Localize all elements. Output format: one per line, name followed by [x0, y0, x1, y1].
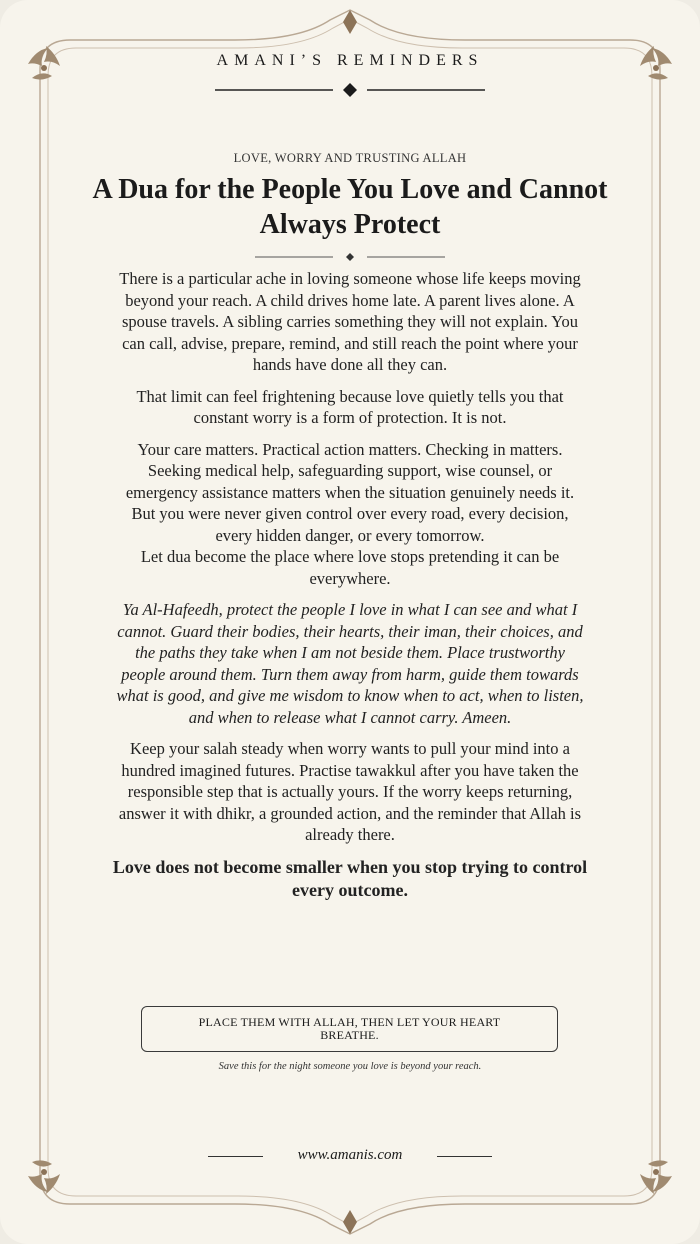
page-title: A Dua for the People You Love and Cannot Always Protect — [92, 174, 608, 240]
paragraph-closing: Keep your salah steady when worry wants to pull your mind into a hundred imagined futures. Practise tawakkul after you have taken the responsible step that is actually yours. If the worry keeps returning, answer it with dhikr, a grounded action, and the reminder that Allah is already there. — [118, 739, 582, 844]
call-to-action-box — [141, 1006, 558, 1052]
category-eyebrow: LOVE, WORRY AND TRUSTING ALLAH — [233, 151, 467, 165]
title-divider — [255, 250, 445, 264]
save-note: Save this for the night someone you love is beyond your reach. — [218, 1061, 482, 1072]
website-link[interactable]: www.amanis.com — [297, 1147, 403, 1163]
article-body — [112, 268, 588, 912]
dua-text: Ya Al-Hafeedh, protect the people I love in what I can see and what I cannot. Guard their bodies, their hearts, their iman, their choices, and the paths they take when I am not beside them. Place trustworthy people around them. Turn them away from harm, guide them towards what is good, and give me wisdom to know when to act, when to listen, and when to release what I cannot carry. Ameen. — [116, 600, 584, 727]
brand-name: AMANI’S REMINDERS — [216, 52, 484, 69]
paragraph-limit: That limit can feel frightening because love quietly tells you that constant worry is a form of protection. It is not. — [136, 386, 564, 427]
call-to-action-text: PLACE THEM WITH ALLAH, THEN LET YOUR HEART BREATHE. — [198, 1015, 501, 1042]
paragraph-intro: There is a particular ache in loving someone whose life keeps moving beyond your reach. A child drives home late. A parent lives alone. A spouse travels. A sibling carries something they will not explain. You can call, advise, prepare, remind, and still reach the point where your hands have done all they can. — [119, 269, 581, 374]
emphasis-statement: Love does not become smaller when you stop trying to control every outcome. — [112, 856, 588, 900]
paragraph-care: Your care matters. Practical action matters. Checking in matters. Seeking medical help, safeguarding support, wise counsel, or emergency assistance matters when the situation genuinely needs it. But you were never given control over every road, every decision, every hidden danger, or every tomorrow. — [125, 439, 575, 545]
brand-divider — [215, 80, 485, 100]
paragraph-dua-invite: Let dua become the place where love stops pretending it can be everywhere. — [140, 547, 560, 588]
website-divider-right — [437, 1156, 492, 1157]
